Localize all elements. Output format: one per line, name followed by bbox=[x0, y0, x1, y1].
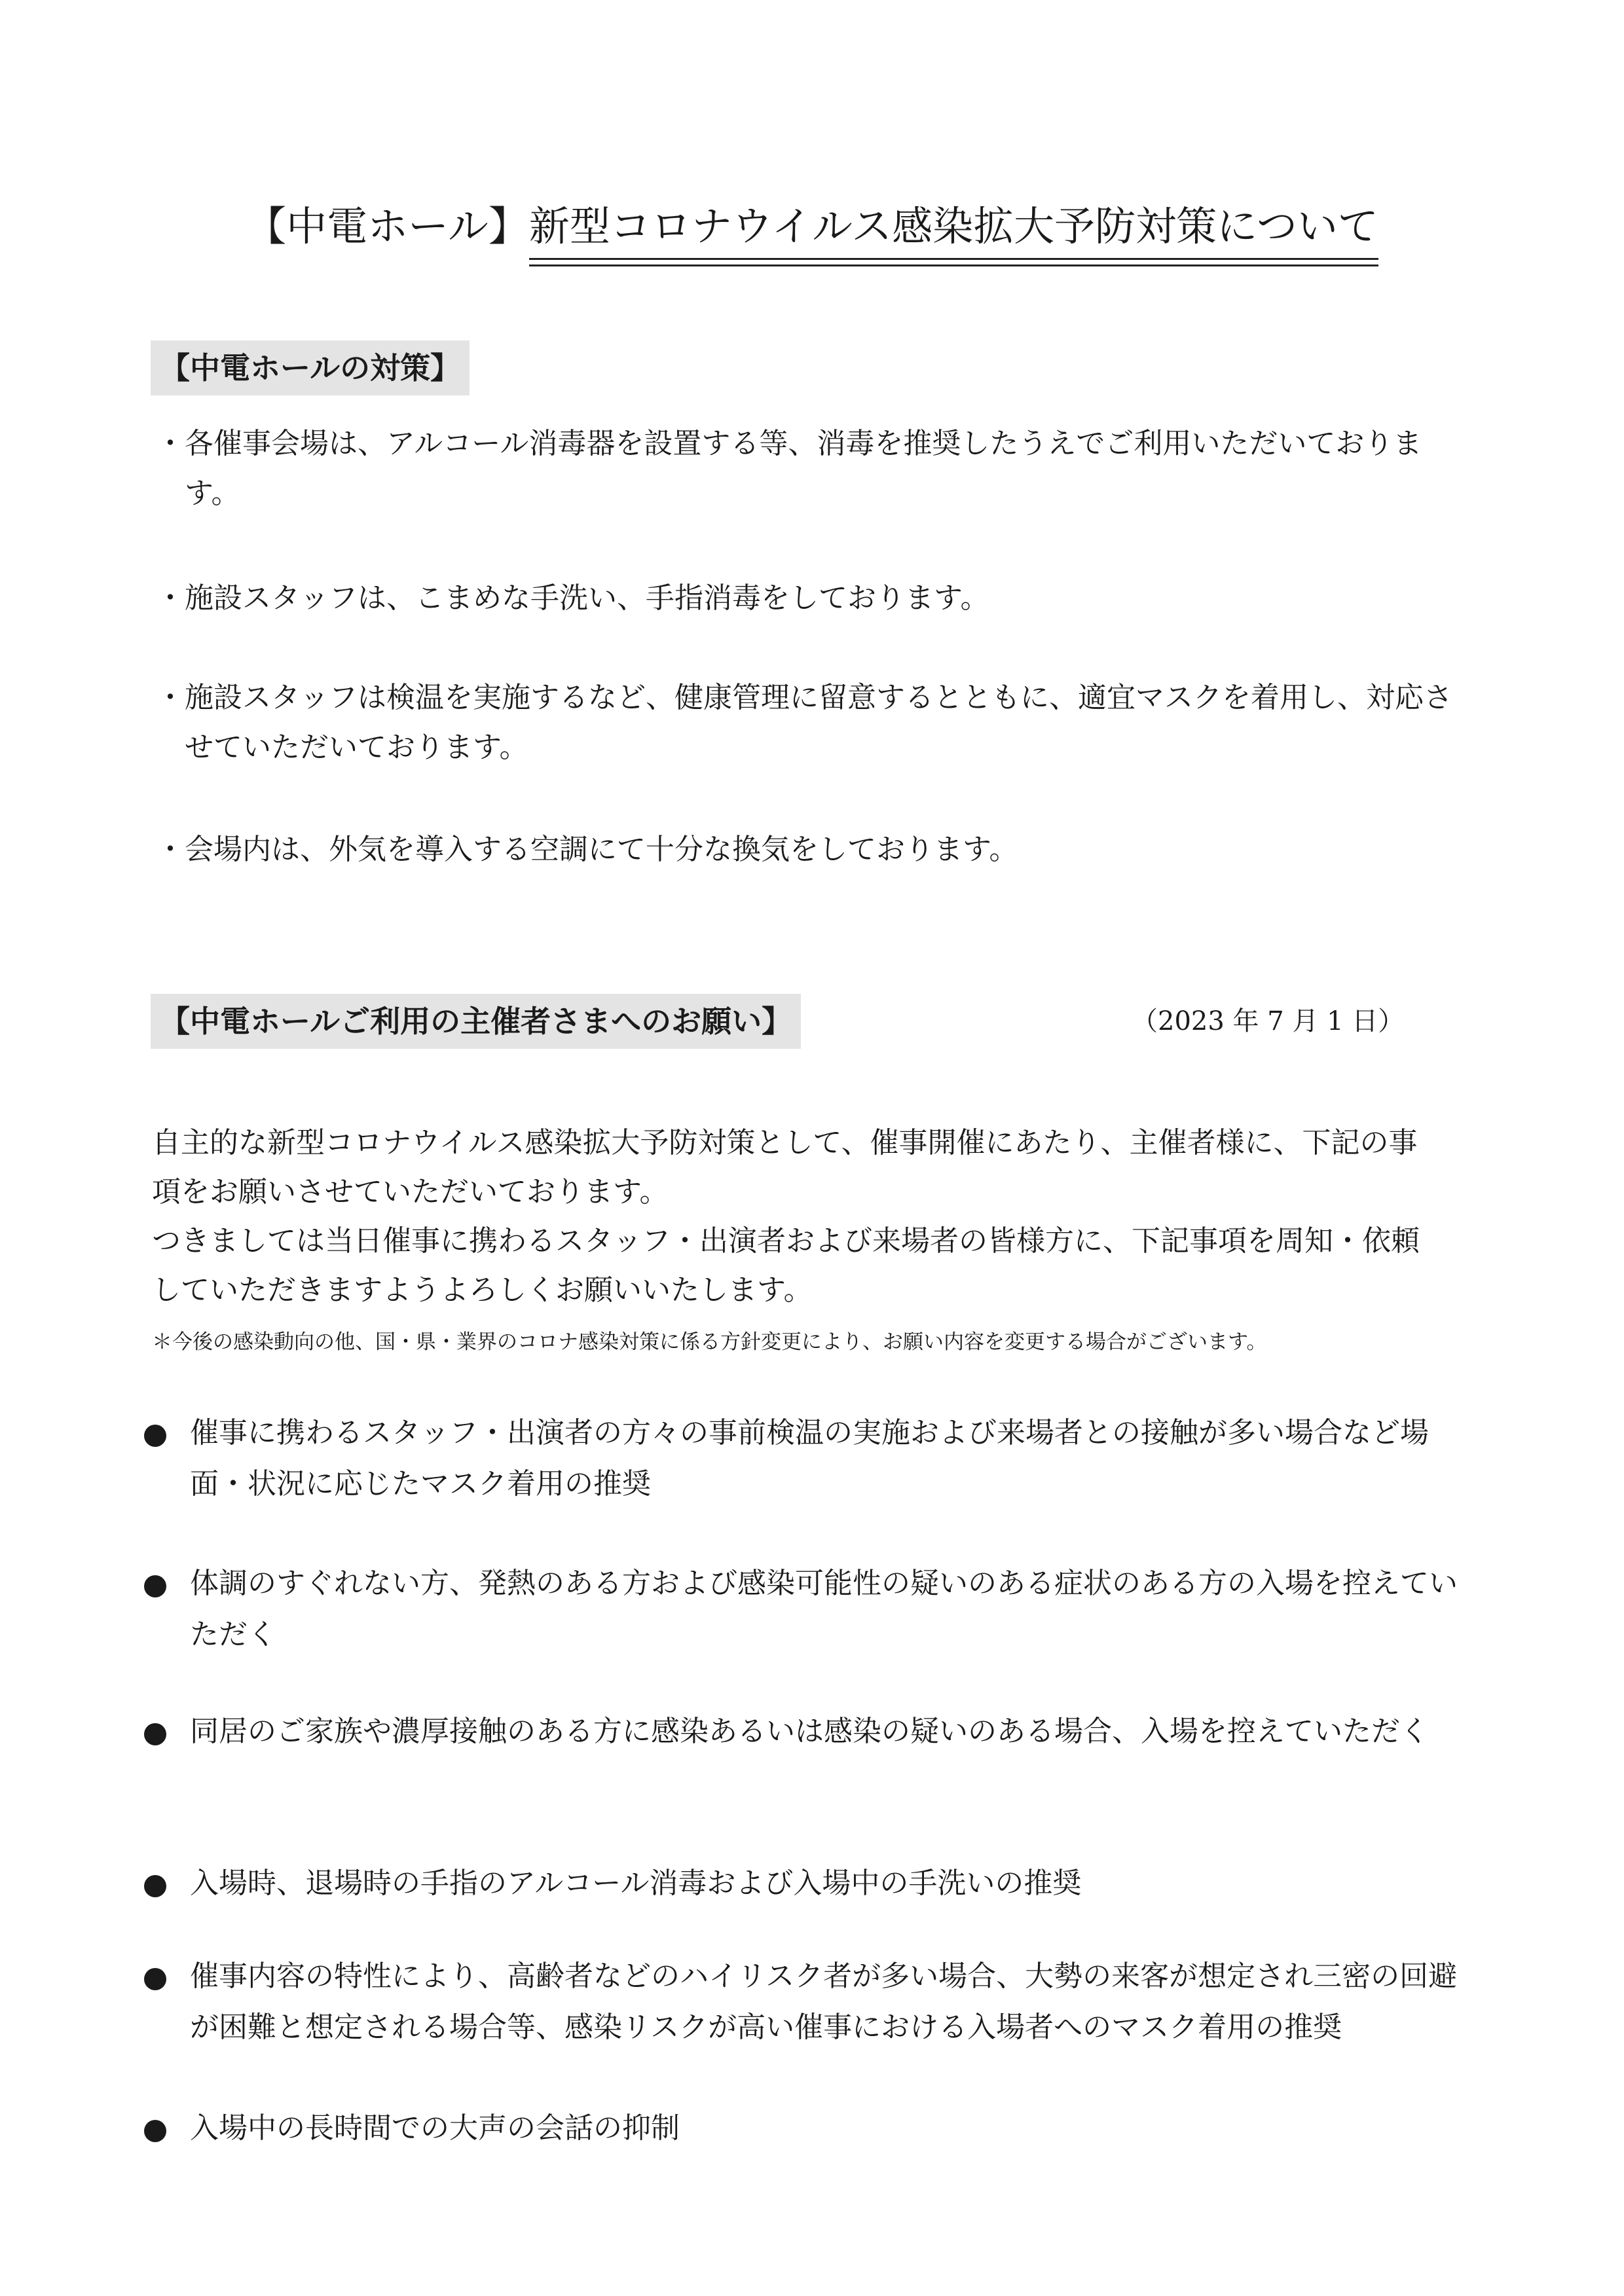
effective-date: （2023 年 7 月 1 日） bbox=[1132, 1006, 1405, 1036]
bullet-dot-icon bbox=[144, 1425, 166, 1447]
request-text: 入場中の長時間での大声の会話の抑制 bbox=[190, 2111, 680, 2145]
list-item-text: 施設スタッフは検温を実施するなど、健康管理に留意するとともに、適宜マスクを着用し、対応させていただいております。 bbox=[185, 681, 1452, 764]
bullet-dot-icon bbox=[144, 1968, 166, 1990]
bullet-dot-icon bbox=[144, 1875, 166, 1897]
request-text: 催事内容の特性により、高齢者などのハイリスク者が多い場合、大勢の来客が想定され三密の回避が困難と想定される場合等、感染リスクが高い催事における入場者へのマスク着用の推奨 bbox=[190, 1959, 1458, 2044]
bullet-dot-icon bbox=[144, 1575, 166, 1597]
list-item-text: 各催事会場は、アルコール消毒器を設置する等、消毒を推奨したうえでご利用いただいております。 bbox=[185, 427, 1422, 510]
bullet-dot-icon bbox=[144, 1723, 166, 1745]
title-main: 新型コロナウイルス感染拡大予防対策について bbox=[529, 196, 1378, 260]
request-text: 催事に携わるスタッフ・出演者の方々の事前検温の実施および来場者との接触が多い場合など場面・状況に応じたマスク着用の推奨 bbox=[190, 1416, 1429, 1501]
request-text: 入場時、退場時の手指のアルコール消毒および入場中の手洗いの推奨 bbox=[190, 1867, 1082, 1900]
bullet-mark: ・ bbox=[156, 581, 185, 615]
footnote: ＊今後の感染動向の他、国・県・業界のコロナ感染対策に係る方針変更により、お願い内容を変更する場合がございます。 bbox=[152, 1330, 1267, 1354]
title-prefix: 【中電ホール】 bbox=[246, 202, 529, 250]
section-heading-hall-measures: 【中電ホールの対策】 bbox=[151, 340, 470, 395]
bullet-dot-icon bbox=[144, 2120, 166, 2142]
request-text: 同居のご家族や濃厚接触のある方に感染あるいは感染の疑いのある場合、入場を控えていただく bbox=[190, 1715, 1429, 1748]
bullet-mark: ・ bbox=[156, 427, 185, 460]
intro-paragraph bbox=[152, 1118, 1435, 1315]
section-heading-organizer-requests: 【中電ホールご利用の主催者さまへのお願い】 bbox=[151, 994, 801, 1049]
page-title bbox=[0, 194, 1624, 260]
intro-text: 自主的な新型コロナウイルス感染拡大予防対策として、催事開催にあたり、主催者様に、下記の事項をお願いさせていただいております。 つきましては当日催事に携わるスタッフ・出演者および来場者の皆様方に、下記事項を周知・依頼していただきますようよろしくお願いいたします。 bbox=[152, 1126, 1420, 1307]
request-text: 体調のすぐれない方、発熱のある方および感染可能性の疑いのある症状のある方の入場を控えていただく bbox=[190, 1567, 1458, 1651]
list-item-text: 施設スタッフは、こまめな手洗い、手指消毒をしております。 bbox=[185, 581, 989, 615]
bullet-mark: ・ bbox=[156, 833, 185, 866]
list-item-text: 会場内は、外気を導入する空調にて十分な換気をしております。 bbox=[185, 833, 1018, 866]
bullet-mark: ・ bbox=[156, 681, 185, 714]
